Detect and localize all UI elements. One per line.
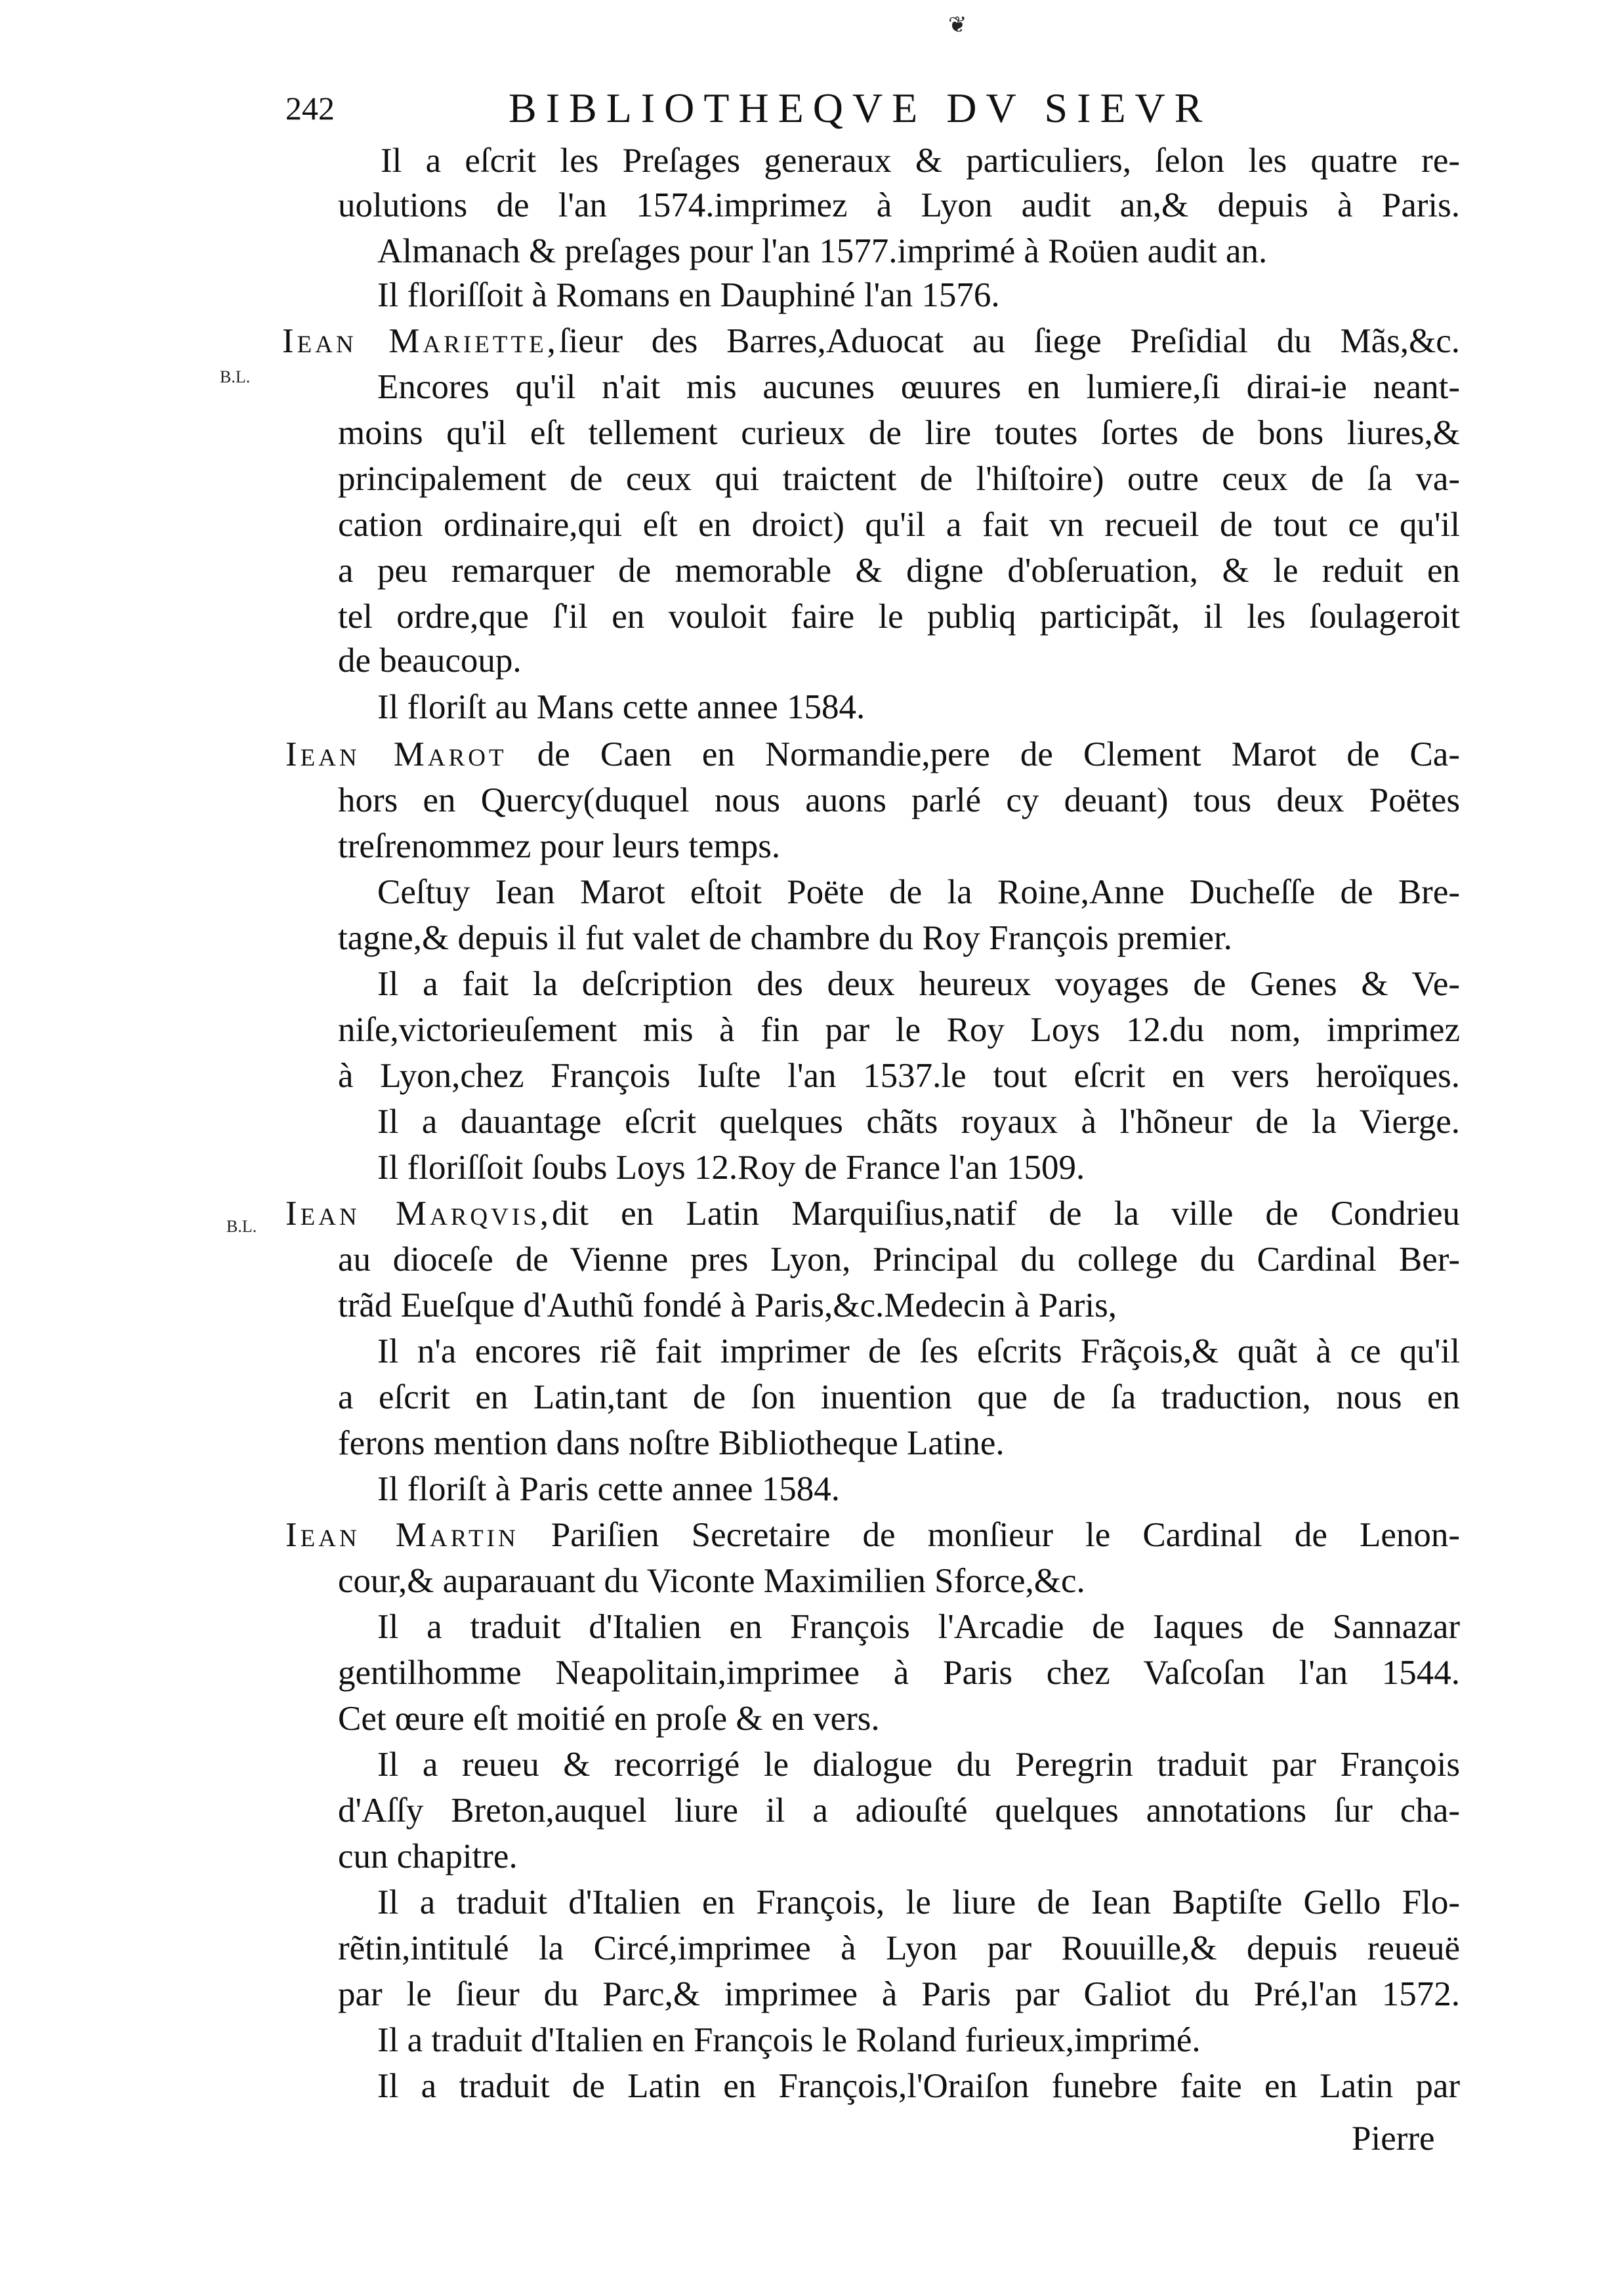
line-text: Il n'a encores riẽ fait imprimer de ſes eſcrits Frãçois,& quãt à ce qu'il <box>377 1332 1460 1370</box>
line-text: Il a traduit d'Italien en François, le liure de Iean Baptiſte Gello Flo- <box>377 1883 1460 1921</box>
text-line <box>338 1007 1460 1053</box>
line-text: cour,& auparauant du Viconte Maximilien Sforce,&c. <box>338 1562 1085 1600</box>
line-text: dit en Latin Marquiſius,natif de la ville de Condrieu <box>552 1195 1460 1233</box>
text-line <box>377 228 1375 274</box>
line-text: d'Aſſy Breton,auquel liure il a adiouſté quelques annotations ſur cha- <box>338 1792 1460 1830</box>
line-text: ferons mention dans noſtre Bibliotheque Latine. <box>338 1424 1005 1462</box>
line-text: Il a traduit de Latin en François,l'Oraiſon funebre faite en Latin par <box>377 2067 1460 2105</box>
text-line <box>377 1879 1460 1925</box>
text-line <box>338 594 1460 640</box>
text-line <box>338 1237 1460 1282</box>
line-text: Il a dauantage eſcrit quelques chãts royaux à l'hõneur de la Vierge. <box>377 1103 1460 1141</box>
author-name: Iean Marqvis, <box>285 1195 552 1233</box>
text-line <box>377 1328 1460 1374</box>
text-line <box>285 1191 1460 1237</box>
text-line <box>338 182 1460 228</box>
line-text: tagne,& depuis il fut valet de chambre du Roy François premier. <box>338 919 1232 957</box>
text-line <box>338 1558 1247 1604</box>
line-text: hors en Quercy(duquel nous auons parlé cy deuant) tous deux Poëtes <box>338 781 1460 819</box>
text-line <box>377 961 1460 1007</box>
text-line <box>338 1282 1260 1328</box>
line-text: de beaucoup. <box>338 642 522 680</box>
line-text: ſieur des Barres,Aduocat au ſiege Preſidial du Mãs,&c. <box>558 322 1460 360</box>
line-text: Ceſtuy Iean Marot eſtoit Poëte de la Roine,Anne Ducheſſe de Bre- <box>377 873 1460 911</box>
text-line <box>338 456 1460 502</box>
text-line <box>338 915 1424 961</box>
line-text: Il a reueu & recorrigé le dialogue du Peregrin traduit par François <box>377 1746 1460 1784</box>
text-line <box>285 731 1460 777</box>
text-line <box>338 777 1460 823</box>
author-name: Iean Marot <box>285 735 507 773</box>
ornament-mark: ❦ <box>948 13 967 37</box>
line-text: Encores qu'il n'ait mis aucunes œuures en lumiere,ſi dirai-ie neant- <box>377 368 1460 406</box>
line-text: Il floriſt au Mans cette annee 1584. <box>377 688 865 726</box>
text-line <box>338 1696 1001 1742</box>
text-line <box>338 1420 1194 1466</box>
author-name: Iean Martin <box>285 1516 519 1554</box>
text-line <box>377 2063 1460 2109</box>
line-text: moins qu'il eſt tellement curieux de lire toutes ſortes de bons liures,& <box>338 414 1460 452</box>
text-line <box>338 1053 1460 1099</box>
line-text: Il floriſt à Paris cette annee 1584. <box>377 1470 840 1508</box>
line-text: Il a eſcrit les Preſages generaux & particuliers, ſelon les quatre re- <box>381 142 1460 180</box>
text-line <box>338 1374 1460 1420</box>
line-text: tel ordre,que ſ'il en vouloit faire le publiq participãt, il les ſoulageroit <box>338 598 1460 636</box>
line-text: Almanach & preſages pour l'an 1577.imprimé à Roüen audit an. <box>377 232 1268 270</box>
text-line <box>338 823 978 869</box>
text-line <box>338 502 1460 548</box>
line-text: uolutions de l'an 1574.imprimez à Lyon audit an,& depuis à Paris. <box>338 186 1460 224</box>
text-line <box>377 684 984 730</box>
line-text: Il a fait la deſcription des deux heureux voyages de Genes & Ve- <box>377 965 1460 1003</box>
author-name: Iean Mariette, <box>282 322 559 360</box>
line-text: par le ſieur du Parc,& imprimee à Paris par Galiot du Pré,l'an 1572. <box>338 1975 1460 2013</box>
text-line <box>338 1834 584 1879</box>
line-text: gentilhomme Neapolitain,imprimee à Paris chez Vaſcoſan l'an 1544. <box>338 1654 1460 1692</box>
line-text: Il floriſſoit ſoubs Loys 12.Roy de France l'an 1509. <box>377 1149 1085 1187</box>
line-text: trãd Eueſque d'Authũ fondé à Paris,&c.Medecin à Paris, <box>338 1286 1117 1324</box>
text-line <box>377 364 1460 410</box>
text-line <box>377 1466 1129 1512</box>
running-head: BIBLIOTHEQVE DV SIEVR <box>509 85 1212 131</box>
line-text: cun chapitre. <box>338 1837 518 1876</box>
text-line <box>377 1099 1460 1145</box>
line-text: Pariſien Secretaire de monſieur le Cardinal de Lenon- <box>518 1516 1461 1554</box>
line-text: Il floriſſoit à Romans en Dauphiné l'an 1576. <box>377 276 1000 314</box>
margin-note: B.L. <box>220 367 251 386</box>
page-number: 242 <box>285 90 335 127</box>
text-line <box>338 1971 1460 2017</box>
text-line <box>377 1742 1460 1788</box>
text-line <box>381 138 1460 184</box>
catchword: Pierre <box>1352 2120 1435 2158</box>
line-text: Il a traduit d'Italien en François l'Arcadie de Iaques de Sannazar <box>377 1608 1460 1646</box>
line-text: à Lyon,chez François Iuſte l'an 1537.le tout eſcrit en vers heroïques. <box>338 1057 1460 1095</box>
text-line <box>338 1925 1460 1971</box>
line-text: a eſcrit en Latin,tant de ſon inuention que de ſa traduction, nous en <box>338 1378 1460 1416</box>
line-text: Il a traduit d'Italien en François le Roland furieux,imprimé. <box>377 2021 1201 2059</box>
text-line <box>285 1512 1460 1558</box>
text-line <box>377 1604 1460 1650</box>
text-line <box>377 869 1460 915</box>
text-line <box>377 2017 1368 2063</box>
text-line <box>338 410 1460 456</box>
margin-note: B.L. <box>226 1217 257 1236</box>
line-text: treſrenommez pour leurs temps. <box>338 827 781 865</box>
line-text: cation ordinaire,qui eſt en droict) qu'il a fait vn recueil de tout ce qu'il <box>338 506 1460 544</box>
text-line <box>338 1650 1460 1696</box>
line-text: rẽtin,intitulé la Circé,imprimee à Lyon par Rouuille,& depuis reueuë <box>338 1929 1460 1967</box>
text-line <box>338 638 919 684</box>
text-line <box>338 1788 1460 1834</box>
line-text: niſe,victorieuſement mis à fin par le Roy Loys 12.du nom, imprimez <box>338 1011 1460 1049</box>
text-line <box>338 548 1460 594</box>
line-text: a peu remarquer de memorable & digne d'obſeruation, & le reduit en <box>338 552 1460 590</box>
line-text: de Caen en Normandie,pere de Clement Marot de Ca- <box>507 735 1460 773</box>
line-text: au dioceſe de Vienne pres Lyon, Principal du college du Cardinal Ber- <box>338 1240 1460 1279</box>
text-line <box>282 318 1460 364</box>
line-text: principalement de ceux qui traictent de l'hiſtoire) outre ceux de ſa va- <box>338 460 1460 498</box>
line-text: Cet œure eſt moitié en proſe & en vers. <box>338 1700 880 1738</box>
text-line <box>377 272 1165 318</box>
text-line <box>377 1145 1247 1191</box>
